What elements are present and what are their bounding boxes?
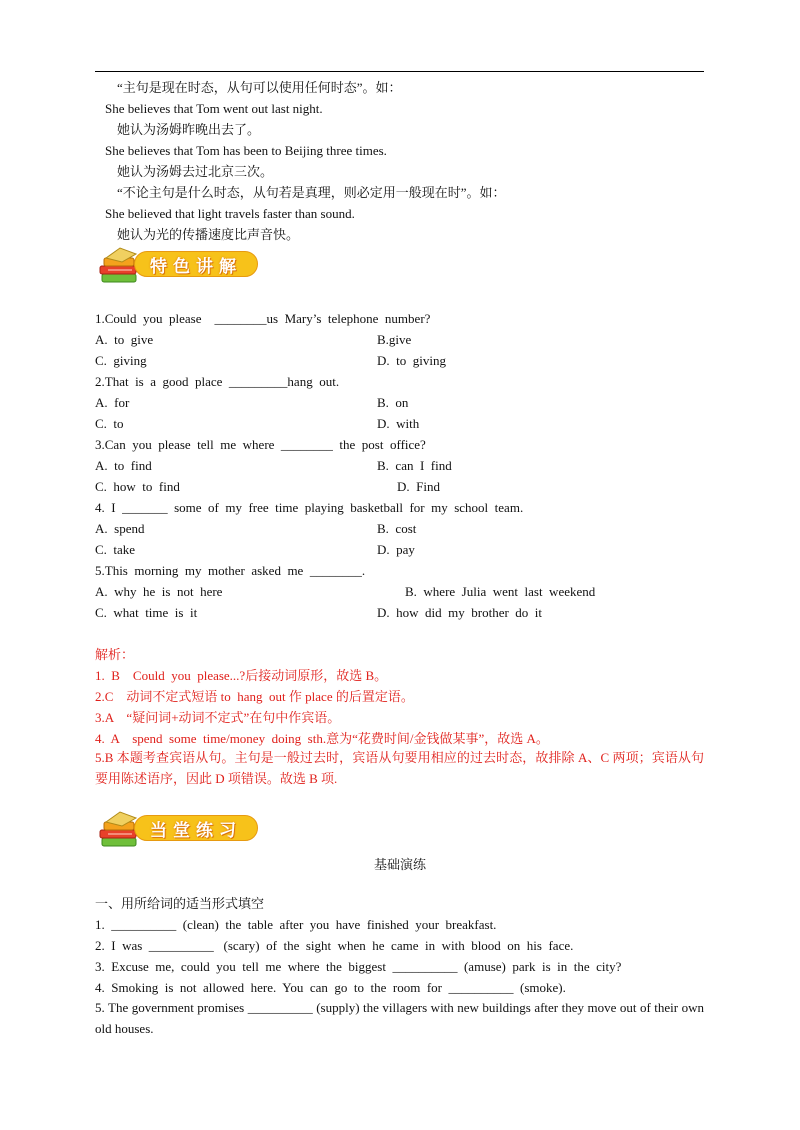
option-b: B. where Julia went last weekend — [405, 584, 596, 599]
question-stem: 2.That is a good place _________hang out. — [95, 374, 340, 389]
option-d: D. to giving — [377, 353, 446, 368]
option-d: D. how did my brother do it — [377, 605, 543, 620]
exercise-item: 3. Excuse me, could you tell me where the biggest __________ (amuse) park is in the city? — [95, 959, 622, 974]
section-title: 当堂练习 — [150, 820, 242, 841]
section-title: 特色讲解 — [150, 256, 242, 277]
option-b: B. on — [377, 395, 409, 410]
exercise-item: 5. The government promises __________ (supply) the villagers with new buildings after they move out of their own old houses. — [95, 1000, 704, 1036]
option-c: C. to — [95, 416, 124, 431]
subheading: 基础演练 — [373, 857, 426, 872]
option-c: C. take — [95, 542, 136, 557]
rule-text: “主句是现在时态，从句可以使用任何时态”。如： — [117, 80, 402, 95]
analysis-item: 3.A “疑问词+动词不定式”在句中作宾语。 — [95, 710, 341, 725]
exercise-item: 2. I was __________ (scary) of the sight when he came in with blood on his face. — [95, 938, 574, 953]
exercise-item: 1. __________ (clean) the table after you have finished your breakfast. — [95, 917, 497, 932]
rule-text: “不论主句是什么时态，从句若是真理，则必定用一般现在时”。如： — [117, 185, 506, 200]
example-sentence: She believes that Tom has been to Beijing three times. — [105, 143, 387, 158]
header-rule — [95, 71, 704, 72]
exercise-item: 4. Smoking is not allowed here. You can go to the room for __________ (smoke). — [95, 980, 566, 995]
option-a: A. to give — [95, 332, 154, 347]
option-a: A. for — [95, 395, 130, 410]
example-translation: 她认为汤姆去过北京三次。 — [117, 164, 274, 179]
option-c: C. how to find — [95, 479, 180, 494]
analysis-item: 2.C 动词不定式短语 to hang out 作 place 的后置定语。 — [95, 689, 414, 704]
section-badge-featured — [96, 244, 260, 288]
example-sentence: She believed that light travels faster than sound. — [105, 206, 355, 221]
option-c: C. what time is it — [95, 605, 198, 620]
question-stem: 5.This morning my mother asked me ________. — [95, 563, 366, 578]
option-a: A. spend — [95, 521, 145, 536]
example-translation: 她认为汤姆昨晚出去了。 — [117, 122, 261, 137]
analysis-item: 1. B Could you please...?后接动词原形，故选 B。 — [95, 668, 388, 683]
option-a: A. why he is not here — [95, 584, 223, 599]
analysis-item: 4. A spend some time/money doing sth.意为“花费时间/金钱做某事”，故选 A。 — [95, 731, 549, 746]
option-d: D. pay — [377, 542, 415, 557]
option-c: C. giving — [95, 353, 147, 368]
option-b: B.give — [377, 332, 412, 347]
question-stem: 1.Could you please ________us Mary’s telephone number? — [95, 311, 431, 326]
option-d: D. Find — [397, 479, 440, 494]
question-stem: 4. I _______ some of my free time playing basketball for my school team. — [95, 500, 524, 515]
option-b: B. can I find — [377, 458, 452, 473]
exercise-title: 一、用所给词的适当形式填空 — [95, 896, 265, 911]
section-badge-practice — [96, 808, 260, 852]
example-sentence: She believes that Tom went out last night. — [105, 101, 323, 116]
example-translation: 她认为光的传播速度比声音快。 — [117, 227, 300, 242]
option-d: D. with — [377, 416, 420, 431]
analysis-item: 5.B 本题考查宾语从句。主句是一般过去时，宾语从句要用相应的过去时态，故排除 A、C 两项；宾语从句要用陈述语序，因此 D 项错误。故选 B 项. — [95, 750, 704, 786]
option-a: A. to find — [95, 458, 152, 473]
question-stem: 3.Can you please tell me where ________ the post office? — [95, 437, 426, 452]
analysis-heading: 解析： — [95, 647, 135, 662]
option-b: B. cost — [377, 521, 417, 536]
